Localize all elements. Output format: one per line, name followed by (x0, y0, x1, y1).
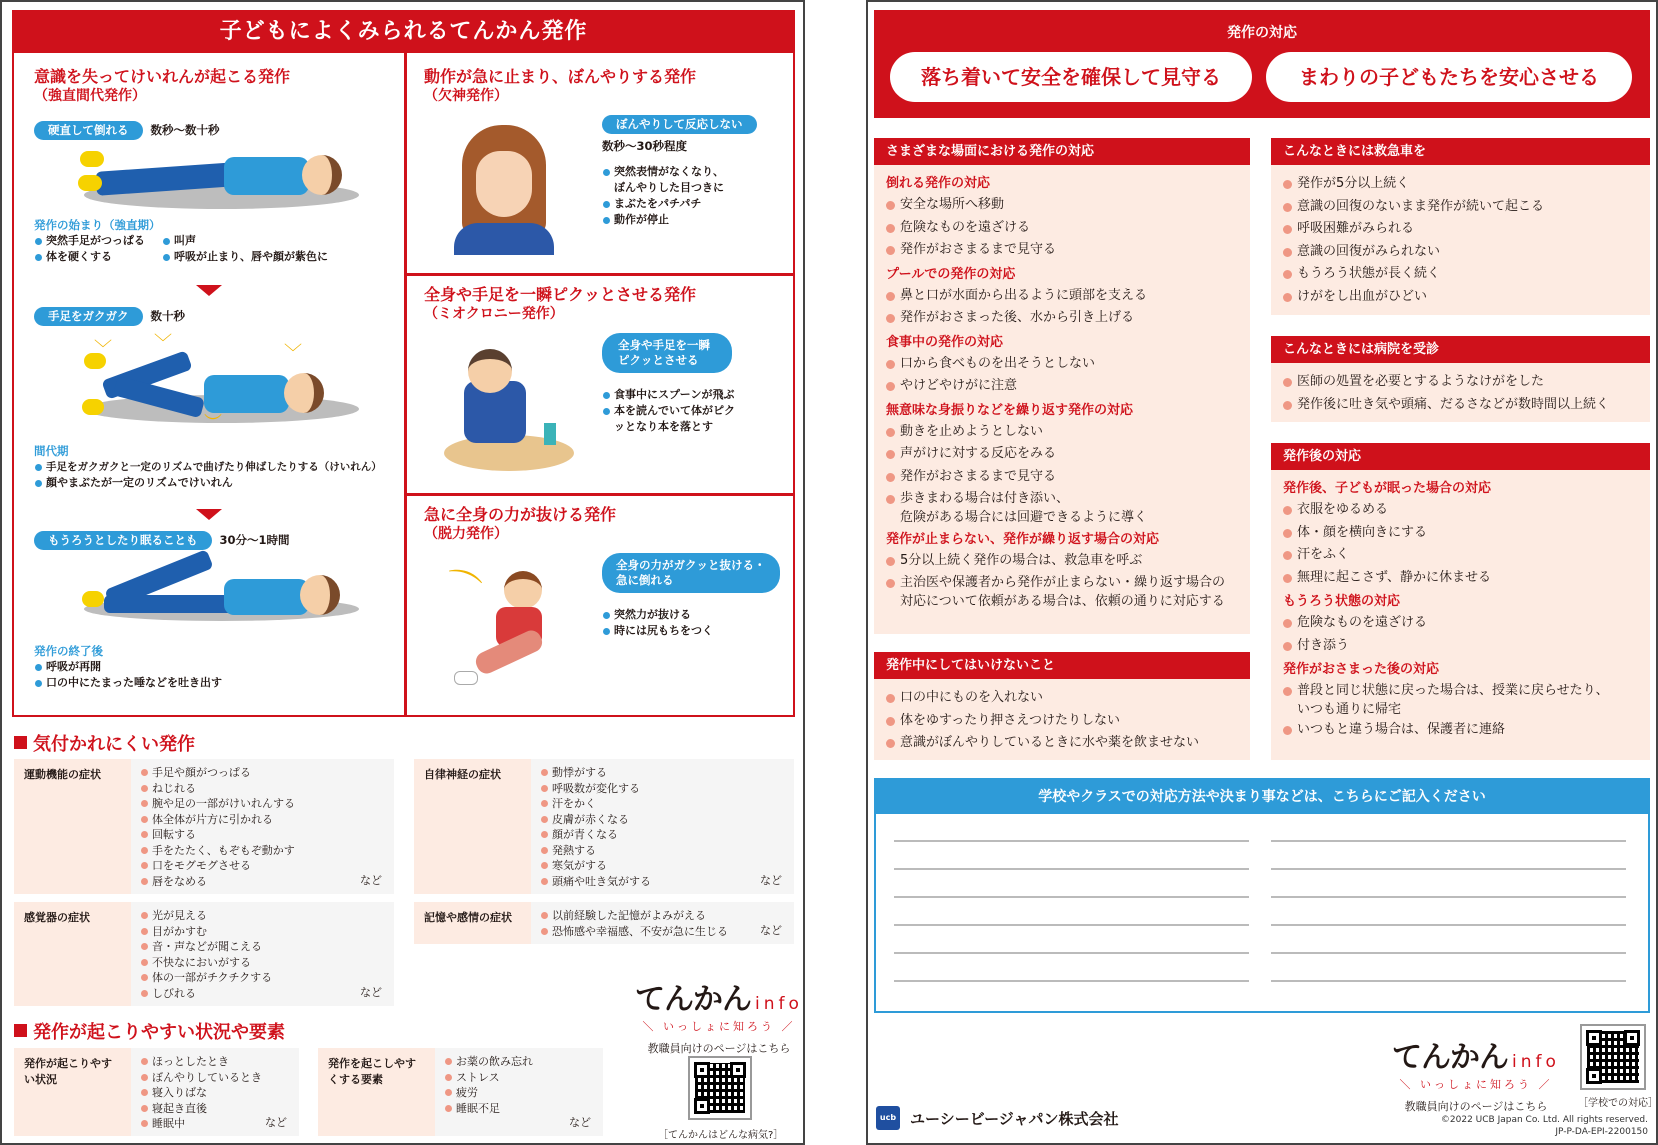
girl-falling-illustration: ⌒ (444, 561, 584, 711)
etc-label: など (760, 924, 782, 937)
list-item: 突然手足がつっぱる (34, 233, 162, 249)
group-label: 発作を起こしやすくする要素 (318, 1048, 435, 1136)
write-line[interactable] (1271, 896, 1626, 898)
list-item: 発作がおさまるまで見守る (886, 239, 1238, 262)
qr-caption: ［てんかんはどんな病気?］ (658, 1130, 784, 1141)
down-arrow-icon (196, 285, 222, 296)
boy-sleeping-illustration (74, 555, 364, 625)
list-item: 音・声などが聞こえる (141, 939, 384, 955)
card-header: こんなときには救急車を (1271, 138, 1650, 165)
list-item: 衣服をゆるめる (1283, 499, 1638, 522)
notes-header: 学校やクラスでの対応方法や決まり事などは、こちらにご記入ください (876, 780, 1648, 814)
list-item: しびれる (141, 986, 384, 1002)
group-label: 自律神経の症状 (414, 759, 531, 894)
list-item: 以前経験した記憶がよみがえる (541, 908, 784, 924)
card-header: さまざまな場面における発作の対応 (874, 138, 1250, 165)
list-item: けがをし出血がひどい (1283, 286, 1638, 309)
list-item: 鼻と口が水面から出るように頭部を支える (886, 285, 1238, 308)
list-item: 皮膚が赤くなる (541, 812, 784, 828)
absence-details (602, 113, 792, 228)
list-item: 呼吸が止まり、唇や顔が紫色に (162, 249, 384, 265)
list-item: 発熱する (541, 843, 784, 859)
list-item: 疲労 (445, 1085, 593, 1101)
boy-convulsing-illustration: ﹀ ﹀ ﹀ ︶ (74, 335, 364, 435)
card-subheading: もうろう状態の対応 (1283, 594, 1401, 609)
line-2: 危険がある場合には回避できるように導く (900, 509, 1148, 525)
tenkan-info-logo[interactable] (1386, 1032, 1566, 1114)
stage-3 (34, 529, 290, 550)
list-item: ねじれる (141, 781, 384, 797)
group-items (131, 1048, 299, 1136)
write-line[interactable] (894, 980, 1249, 982)
divider (404, 53, 407, 715)
list-item: 顔が青くなる (541, 827, 784, 843)
list-item: 腕や足の一部がけいれんする (141, 796, 384, 812)
group-items (531, 902, 794, 944)
section-subheading: （ミオクロニー発作） (424, 306, 564, 322)
heading-text: 発作が起こりやすい状況や要素 (33, 1022, 285, 1043)
group-label: 運動機能の症状 (14, 759, 131, 894)
list-item: 手足や顔がつっぱる (141, 765, 384, 781)
write-line[interactable] (894, 840, 1249, 842)
company-brand (876, 1106, 1119, 1130)
copyright-block (1441, 1114, 1648, 1138)
list-item (886, 488, 1238, 527)
boy-eating-illustration (434, 343, 584, 473)
list-item: 体を硬くする (34, 249, 162, 265)
list-item: もうろう状態が長く続く (1283, 263, 1638, 286)
list-item: 5分以上続く発作の場合は、救急車を呼ぶ (886, 550, 1238, 573)
group-label: 感覚器の症状 (14, 902, 131, 1006)
phase-label: 発作の終了後 (34, 644, 103, 658)
card-subheading: 食事中の発作の対応 (886, 334, 1004, 350)
card-header: 発作中にしてはいけないこと (874, 652, 1250, 679)
section-subheading: （欠神発作） (424, 88, 508, 104)
stage-pill: 硬直して倒れる (34, 121, 143, 140)
card-subheading: 無意味な身振りなどを繰り返す発作の対応 (886, 402, 1134, 418)
right-page (866, 0, 1658, 1145)
line-1: 普段と同じ状態に戻った場合は、授業に戻らせたり、 (1297, 683, 1609, 698)
card-body (1271, 470, 1650, 749)
card-body (1271, 363, 1650, 424)
stage-duration: 数秒〜数十秒 (150, 123, 220, 137)
list-item (1283, 680, 1638, 719)
qr-code[interactable] (688, 1056, 752, 1120)
group-items (531, 759, 794, 894)
list-item: 顔やまぶたが一定のリズムでけいれん (34, 475, 404, 491)
list-item: 頭痛や吐き気がする (541, 874, 784, 890)
myoclonic-section (424, 285, 696, 323)
card-body (874, 165, 1250, 619)
atonic-section (424, 505, 616, 543)
stage-pill: 手足をガクガク (34, 307, 143, 326)
list-item: ほっとしたとき (141, 1054, 289, 1070)
gtc-section (34, 67, 290, 105)
symptom-group-sensory (14, 902, 394, 1006)
square-bullet-icon (14, 1024, 27, 1037)
symptom-pill: 全身の力がガクッと抜ける・急に倒れる (602, 553, 780, 593)
qr-code[interactable] (1580, 1024, 1646, 1090)
list-item: 発作後に吐き気や頭痛、だるさなどが数時間以上続く (1283, 394, 1638, 417)
line-1: 歩きまわる場合は付き添い、 (900, 491, 1070, 506)
logo-slogan: ＼ いっしょに知ろう ／ (1399, 1078, 1553, 1091)
symptom-group-motor (14, 759, 394, 894)
section-heading: 急に全身の力が抜ける発作 (424, 505, 617, 524)
section-heading: 動作が急に止まり、ぼんやりする発作 (424, 67, 697, 86)
stage-pill: もうろうとしたり眠ることも (34, 531, 212, 550)
list-item: 口をモグモグさせる (141, 858, 384, 874)
response-banner (874, 10, 1650, 118)
banner-caption: 発作の対応 (1227, 25, 1297, 41)
list-item: 医師の処置を必要とするようなけがをした (1283, 371, 1638, 394)
list-item: 危険なものを遠ざける (1283, 612, 1638, 635)
card-body (1271, 165, 1650, 316)
etc-label: など (360, 986, 382, 999)
card-ambulance (1271, 138, 1650, 315)
ucb-logo-icon: ucb (876, 1106, 900, 1130)
symptom-pill: ぼんやりして反応しない (602, 115, 757, 134)
stage-1 (34, 119, 220, 140)
key-message-1: 落ち着いて安全を確保して見守る (890, 52, 1252, 102)
list-item: 口の中にものを入れない (886, 687, 1238, 710)
boy-stiff-illustration (74, 143, 364, 213)
list-item: 寒気がする (541, 858, 784, 874)
list-item: 意識の回復がみられない (1283, 241, 1638, 264)
list-item: 発作がおさまるまで見守る (886, 466, 1238, 489)
atonic-details (602, 553, 802, 639)
stage-duration: 30分〜1時間 (219, 533, 290, 547)
company-name: ユーシービージャパン株式会社 (910, 1109, 1119, 1128)
duration: 数秒〜30秒程度 (602, 139, 688, 153)
card-subheading: 発作が止まらない、発作が繰り返す場合の対応 (886, 531, 1160, 547)
list-item: 体をゆすったり押さえつけたりしない (886, 710, 1238, 733)
myoclonic-details (602, 333, 792, 435)
divider (406, 493, 795, 496)
group-label: 記憶や感情の症状 (414, 902, 531, 944)
list-item: 突然表情がなくなり、ぼんやりした目つきに (602, 164, 732, 196)
list-item: 光が見える (141, 908, 384, 924)
line-2: 対応について依頼がある場合は、依頼の通りに対応する (900, 593, 1225, 609)
card-donts (874, 652, 1250, 760)
logo-main: てんかん (1392, 1040, 1509, 1075)
stage-duration: 数十秒 (150, 309, 185, 323)
list-item: 発作がおさまった後、水から引き上げる (886, 307, 1238, 330)
list-item: 唇をなめる (141, 874, 384, 890)
list-item: まぶたをパチパチ (602, 196, 792, 212)
etc-label: など (569, 1116, 591, 1129)
card-hospital (1271, 336, 1650, 422)
down-arrow-icon (196, 509, 222, 520)
card-header: 発作後の対応 (1271, 443, 1650, 470)
section-subheading: （強直間代発作） (34, 88, 146, 104)
list-item: 汗をかく (541, 796, 784, 812)
list-item: 口の中にたまった唾などを吐き出す (34, 675, 384, 691)
section-heading: 意識を失ってけいれんが起こる発作 (34, 67, 291, 86)
list-item: 回転する (141, 827, 384, 843)
symptom-pill: 全身や手足を一瞬ピクッとさせる (602, 333, 732, 373)
stage-2 (34, 305, 185, 326)
phase-2 (34, 443, 404, 491)
tenkan-info-logo[interactable] (634, 974, 804, 1056)
list-item: ストレス (445, 1070, 593, 1086)
phase-label: 発作の始まり（強直期） (34, 218, 161, 232)
seizure-types-frame (12, 53, 795, 717)
list-item: 寝起き直後 (141, 1101, 289, 1117)
list-item: 意識がぼんやりしているときに水や薬を飲ませない (886, 732, 1238, 755)
group-label: 発作が起こりやすい状況 (14, 1048, 131, 1136)
list-item: 動作が停止 (602, 212, 792, 228)
list-item: 呼吸が再開 (34, 659, 384, 675)
line-2: いつも通りに帰宅 (1297, 701, 1402, 717)
phase-label: 間代期 (34, 444, 69, 458)
logo-info: info (755, 994, 803, 1014)
card-various-scenes (874, 138, 1250, 634)
list-item: 時には尻もちをつく (602, 623, 802, 639)
list-item: 汗をふく (1283, 544, 1638, 567)
list-item: 危険なものを遠ざける (886, 217, 1238, 240)
girl-absence-illustration (454, 125, 554, 255)
list-item: 付き添う (1283, 635, 1638, 658)
card-subheading: プールでの発作の対応 (886, 266, 1016, 282)
absence-section (424, 67, 696, 105)
list-item: ぼんやりしているとき (141, 1070, 289, 1086)
list-item: やけどやけがに注意 (886, 375, 1238, 398)
list-item: 意識の回復のないまま発作が続いて起こる (1283, 196, 1638, 219)
write-line[interactable] (1271, 952, 1626, 954)
list-item: 無理に起こさず、静かに休ませる (1283, 567, 1638, 590)
card-subheading: 発作がおさまった後の対応 (1283, 662, 1440, 677)
section-subheading: （脱力発作） (424, 526, 508, 542)
list-item: 恐怖感や幸福感、不安が急に生じる (541, 924, 784, 940)
divider (406, 273, 795, 276)
group-items (435, 1048, 603, 1136)
copyright: ©2022 UCB Japan Co. Ltd. All rights reserved. (1440, 1115, 1648, 1125)
card-subheading: 発作後、子どもが眠った場合の対応 (1283, 481, 1492, 496)
list-item: 目がかすむ (141, 924, 384, 940)
card-subheading: 倒れる発作の対応 (886, 176, 991, 191)
left-page (0, 0, 805, 1145)
list-item: 口から食べものを出そうとしない (886, 353, 1238, 376)
subtle-heading (14, 730, 195, 756)
card-header: こんなときには病院を受診 (1271, 336, 1650, 363)
list-item: 動悸がする (541, 765, 784, 781)
phase-1 (34, 217, 384, 265)
list-item: 本を読んでいて体がピクッとなり本を落とす (602, 403, 737, 435)
etc-label: など (760, 874, 782, 887)
logo-main: てんかん (635, 982, 752, 1017)
write-line[interactable] (894, 924, 1249, 926)
list-item: 寝入りばな (141, 1085, 289, 1101)
phase-3 (34, 643, 384, 691)
list-item: 体・顔を横向きにする (1283, 522, 1638, 545)
logo-info: info (1512, 1052, 1560, 1072)
write-line[interactable] (1271, 840, 1626, 842)
trigger-group-factors (318, 1048, 603, 1136)
list-item: 動きを止めようとしない (886, 421, 1238, 444)
list-item (886, 572, 1238, 611)
list-item: 体の一部がチクチクする (141, 970, 384, 986)
symptom-group-memory (414, 902, 794, 944)
list-item: 睡眠中 (141, 1116, 289, 1132)
list-item: 叫声 (162, 233, 384, 249)
list-item: いつもと違う場合は、保護者に連絡 (1283, 719, 1638, 742)
triggers-heading (14, 1018, 285, 1044)
write-line[interactable] (1271, 868, 1626, 870)
list-item: 食事中にスプーンが飛ぶ (602, 387, 792, 403)
write-line[interactable] (1271, 924, 1626, 926)
square-bullet-icon (14, 736, 27, 749)
trigger-group-situations (14, 1048, 299, 1136)
heading-text: 気付かれにくい発作 (33, 734, 195, 755)
card-body (874, 679, 1250, 763)
list-item: 突然力が抜ける (602, 607, 802, 623)
list-item: 声がけに対する反応をみる (886, 443, 1238, 466)
write-line[interactable] (894, 896, 1249, 898)
list-item: 手足をガクガクと一定のリズムで曲げたり伸ばしたりする（けいれん） (34, 459, 404, 475)
list-item: 呼吸数が変化する (541, 781, 784, 797)
staff-page-link[interactable]: 教職員向けのページはこちら (647, 1042, 791, 1055)
etc-label: など (360, 874, 382, 887)
list-item: 安全な場所へ移動 (886, 194, 1238, 217)
list-item: 手をたたく、もぞもぞ動かす (141, 843, 384, 859)
logo-slogan: ＼ いっしょに知ろう ／ (642, 1020, 796, 1033)
write-line[interactable] (894, 952, 1249, 954)
line-1: 主治医や保護者から発作が止まらない・繰り返す場合の (900, 575, 1226, 590)
list-item: お薬の飲み忘れ (445, 1054, 593, 1070)
group-items (131, 759, 394, 894)
write-line[interactable] (894, 868, 1249, 870)
school-notes-box[interactable] (874, 778, 1650, 1013)
list-item: 不快なにおいがする (141, 955, 384, 971)
list-item: 呼吸困難がみられる (1283, 218, 1638, 241)
card-after-seizure (1271, 443, 1650, 760)
symptom-group-autonomic (414, 759, 794, 894)
list-item: 発作が5分以上続く (1283, 173, 1638, 196)
section-heading: 全身や手足を一瞬ピクッとさせる発作 (424, 285, 697, 304)
key-message-2: まわりの子どもたちを安心させる (1266, 52, 1632, 102)
document-code: JP-P-DA-EPI-2200150 (1555, 1127, 1648, 1137)
group-items (131, 902, 394, 1006)
list-item: 睡眠不足 (445, 1101, 593, 1117)
list-item: 体全体が片方に引かれる (141, 812, 384, 828)
qr-caption: ［学校での対応］ (1578, 1098, 1658, 1109)
page-title: 子どもによくみられるてんかん発作 (12, 10, 795, 53)
write-line[interactable] (1271, 980, 1626, 982)
staff-page-link[interactable]: 教職員向けのページはこちら (1404, 1100, 1548, 1113)
etc-label: など (265, 1116, 287, 1129)
